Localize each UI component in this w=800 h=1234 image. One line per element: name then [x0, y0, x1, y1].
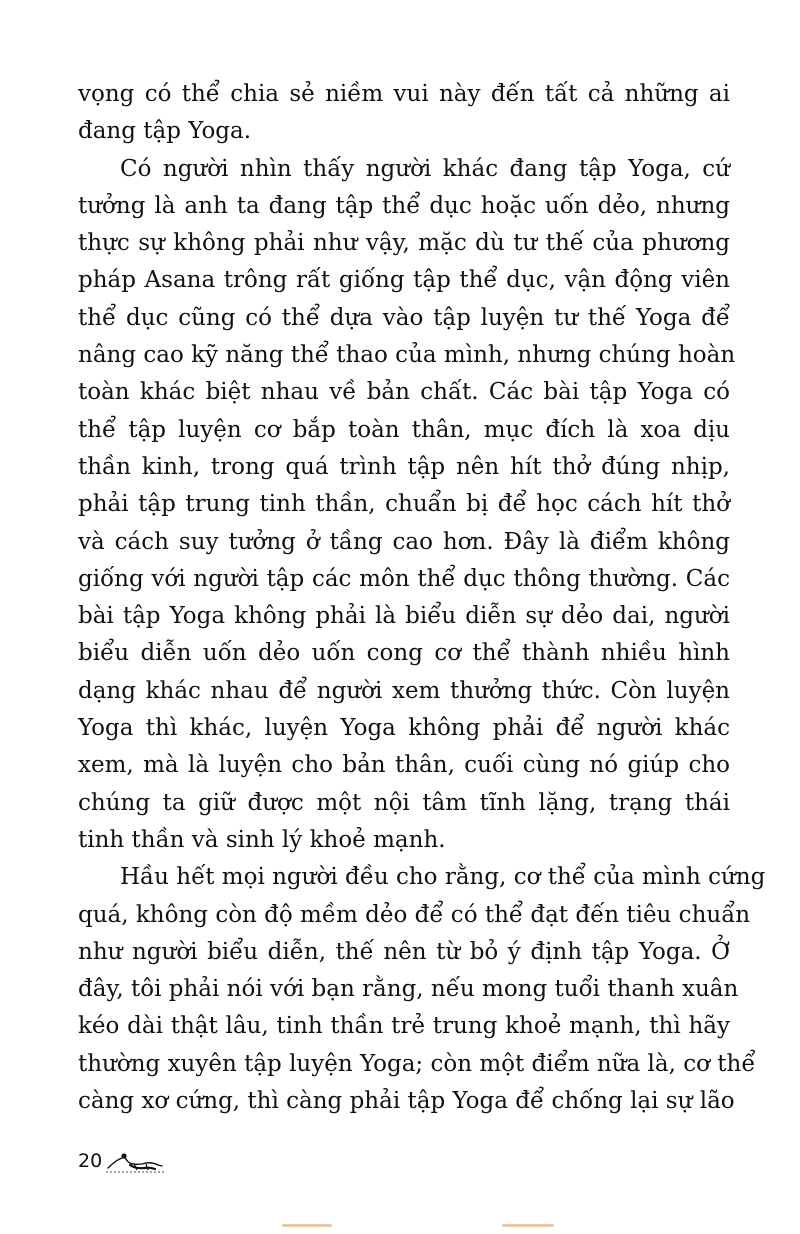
- scan-edge-mark-left: [282, 1224, 332, 1227]
- text-line: thần kinh, trong quá trình tập nên hít thở đúng nhịp,: [78, 453, 730, 480]
- text-line: thường xuyên tập luyện Yoga; còn một điểm nữa là, cơ thể: [78, 1050, 756, 1077]
- text-line: pháp Asana trông rất giống tập thể dục, vận động viên: [78, 267, 730, 294]
- page-number: 20: [78, 1150, 103, 1172]
- text-line: kéo dài thật lâu, tinh thần trẻ trung khoẻ mạnh, thì hãy: [78, 1013, 730, 1040]
- text-line: bài tập Yoga không phải là biểu diễn sự dẻo dai, người: [78, 603, 730, 630]
- text-line: và cách suy tưởng ở tầng cao hơn. Đây là điểm không: [78, 528, 730, 555]
- text-line: tinh thần và sinh lý khoẻ mạnh.: [78, 826, 446, 853]
- text-line: nâng cao kỹ năng thể thao của mình, nhưng chúng hoàn: [78, 342, 736, 369]
- text-line: chúng ta giữ được một nội tâm tĩnh lặng, trạng thái: [78, 789, 730, 816]
- reclining-yoga-figure-icon: [106, 1148, 164, 1174]
- text-line: càng xơ cứng, thì càng phải tập Yoga để chống lại sự lão: [78, 1088, 735, 1115]
- paragraph: [78, 76, 730, 151]
- text-line: tưởng là anh ta đang tập thể dục hoặc uốn dẻo, nhưng: [78, 192, 730, 219]
- paragraph: [78, 151, 736, 860]
- text-line: Hầu hết mọi người đều cho rằng, cơ thể của mình cứng: [120, 864, 766, 891]
- scan-edge-mark-right: [502, 1224, 554, 1227]
- text-line: đang tập Yoga.: [78, 118, 252, 145]
- text-line: Có người nhìn thấy người khác đang tập Yoga, cứ: [120, 155, 730, 182]
- text-line: toàn khác biệt nhau về bản chất. Các bài tập Yoga có: [78, 379, 730, 406]
- paragraph: [78, 859, 766, 1120]
- text-line: vọng có thể chia sẻ niềm vui này đến tất cả những ai: [78, 81, 730, 107]
- text-line: phải tập trung tinh thần, chuẩn bị để học cách hít thở: [78, 491, 730, 518]
- text-line: đây, tôi phải nói với bạn rằng, nếu mong tuổi thanh xuân: [78, 976, 739, 1003]
- body-text: [78, 76, 766, 1120]
- text-line: giống với người tập các môn thể dục thông thường. Các: [78, 565, 730, 592]
- text-line: dạng khác nhau để người xem thưởng thức. Còn luyện: [78, 677, 730, 704]
- text-line: biểu diễn uốn dẻo uốn cong cơ thể thành nhiều hình: [78, 640, 730, 667]
- text-line: thực sự không phải như vậy, mặc dù tư thế của phương: [78, 230, 730, 257]
- text-line: thể dục cũng có thể dựa vào tập luyện tư thế Yoga để: [78, 304, 730, 331]
- page-footer: [78, 1148, 164, 1174]
- text-line: thể tập luyện cơ bắp toàn thân, mục đích là xoa dịu: [78, 416, 730, 443]
- text-line: Yoga thì khác, luyện Yoga không phải để người khác: [78, 715, 730, 742]
- text-line: xem, mà là luyện cho bản thân, cuối cùng nó giúp cho: [78, 752, 730, 779]
- text-line: như người biểu diễn, thế nên từ bỏ ý định tập Yoga. Ở: [78, 938, 730, 965]
- text-line: quá, không còn độ mềm dẻo để có thể đạt đến tiêu chuẩn: [78, 901, 751, 928]
